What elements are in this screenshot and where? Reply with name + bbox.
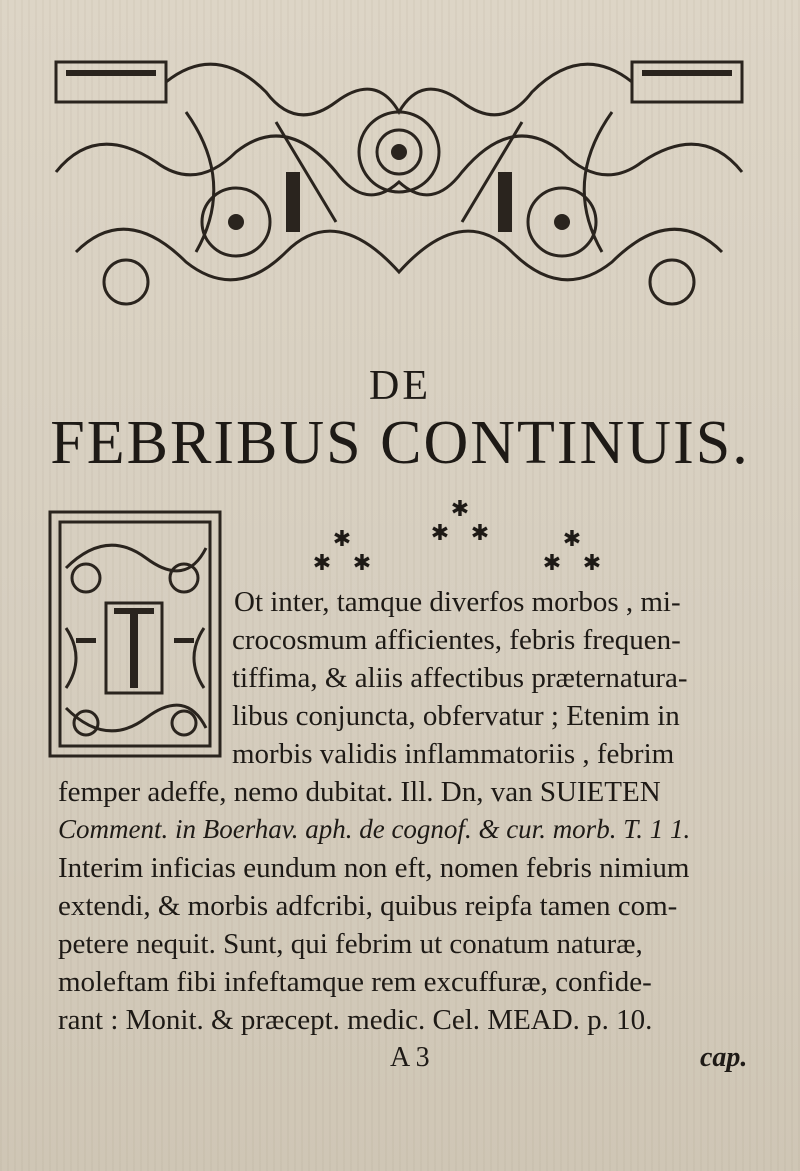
text-line: Interim inficias eundum non eft, nomen febris nimium	[58, 852, 690, 884]
text-line: morbis validis inflammatoriis , febrim	[232, 738, 675, 770]
svg-text:✱: ✱	[470, 521, 490, 546]
title-prefix: DE	[369, 363, 431, 409]
svg-text:✱: ✱	[430, 521, 450, 546]
svg-text:✱: ✱	[332, 527, 352, 552]
text-line: tiffima, & aliis affectibus præternatura-	[232, 662, 688, 694]
text-line: petere nequit. Sunt, qui febrim ut conatum naturæ,	[58, 928, 643, 960]
text-line-citation: Comment. in Boerhav. aph. de cognof. & cur. morb. T. 1 1.	[58, 814, 691, 844]
svg-text:✱: ✱	[450, 498, 470, 522]
svg-text:✱: ✱	[542, 551, 562, 576]
decorated-initial-icon	[46, 508, 224, 760]
svg-text:✱: ✱	[562, 527, 582, 552]
catchword: cap.	[700, 1042, 748, 1073]
text-line: crocosmum afficientes, febris frequen-	[232, 624, 681, 656]
svg-text:✱: ✱	[352, 551, 372, 576]
signature-mark: A 3	[390, 1042, 430, 1073]
text-line: moleftam fibi infeftamque rem excuffuræ, confide-	[58, 966, 652, 998]
text-line: rant : Monit. & præcept. medic. Cel. MEAD. p. 10.	[58, 1004, 653, 1036]
text-line: extendi, & morbis adfcribi, quibus reipfa tamen com-	[58, 890, 678, 922]
text-line: libus conjuncta, obfervatur ; Etenim in	[232, 700, 680, 732]
asterism-icon	[300, 498, 620, 578]
headpiece-ornament-icon	[36, 52, 762, 314]
text-line: Ot inter, tamque diverfos morbos , mi-	[234, 586, 681, 618]
svg-text:✱: ✱	[582, 551, 602, 576]
text-line: femper adeffe, nemo dubitat. Ill. Dn, van SUIETEN	[58, 776, 661, 808]
svg-text:✱: ✱	[312, 551, 332, 576]
page-title: FEBRIBUS CONTINUIS.	[50, 409, 750, 477]
